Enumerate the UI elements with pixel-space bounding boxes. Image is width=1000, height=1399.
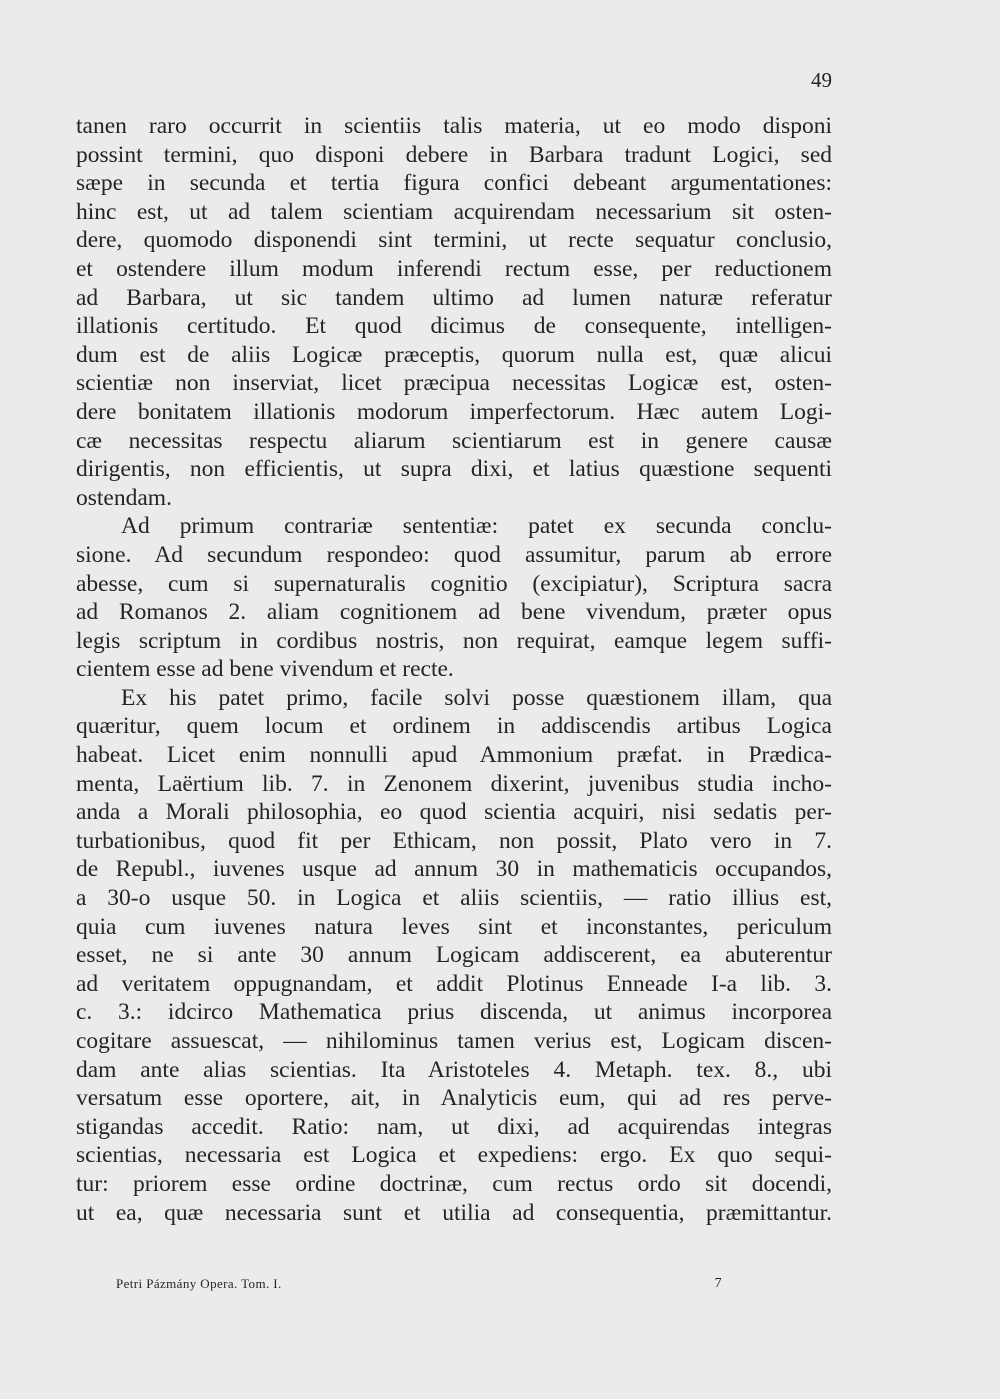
text-line: dere bonitatem illationis modorum imperfectorum. Hæc autem Logi- [76, 398, 832, 425]
text-line: a 30-o usque 50. in Logica et aliis scientiis, — ratio illius est, [76, 885, 832, 912]
text-line: scientias, necessaria est Logica et expediens: ergo. Ex quo sequi- [76, 1142, 832, 1169]
text-line: stigandas accedit. Ratio: nam, ut dixi, ad acquirendas integras [76, 1113, 832, 1140]
text-line: Ad primum contrariæ sententiæ: patet ex secunda conclu- [121, 513, 832, 540]
footer [116, 1276, 722, 1292]
text-line: dum est de aliis Logicæ præceptis, quorum nulla est, quæ alicui [76, 341, 832, 368]
text-line: Ex his patet primo, facile solvi posse quæstionem illam, qua [121, 684, 832, 711]
text-line: cogitare assuescat, — nihilominus tamen verius est, Logicam discen- [76, 1028, 832, 1054]
text-line: cæ necessitas respectu aliarum scientiarum est in genere causæ [76, 427, 832, 454]
text-line: dirigentis, non efficientis, ut supra dixi, et latius quæstione sequenti [76, 456, 832, 483]
text-line: sæpe in secunda et tertia figura confici debeant argumentationes: [76, 170, 832, 197]
text-line: legis scriptum in cordibus nostris, non requirat, eamque legem suffi- [76, 627, 832, 654]
text-line: abesse, cum si supernaturalis cognitio (excipiatur), Scriptura sacra [76, 570, 832, 597]
text-line: ostendam. [76, 484, 172, 511]
signature-mark: 7 [714, 1276, 722, 1291]
text-line: dere, quomodo disponendi sint termini, ut recte sequatur conclusio, [76, 227, 832, 254]
text-line: illationis certitudo. Et quod dicimus de consequente, intelligen- [76, 313, 832, 340]
text-line: scientiæ non inserviat, licet præcipua necessitas Logicæ est, osten- [76, 370, 832, 397]
text-line: quia cum iuvenes natura leves sint et inconstantes, periculum [76, 913, 832, 940]
body-text [76, 112, 832, 1227]
text-line: esset, ne si ante 30 annum Logicam addiscerent, ea abuterentur [76, 942, 832, 969]
text-line: c. 3.: idcirco Mathematica prius discenda, ut animus incorporea [76, 999, 832, 1026]
text-line: ad Barbara, ut sic tandem ultimo ad lumen naturæ referatur [76, 284, 832, 311]
page-number: 49 [811, 68, 832, 92]
text-line: menta, Laërtium lib. 7. in Zenonem dixerint, juvenibus studia incho- [76, 770, 832, 797]
text-line: possint termini, quo disponi debere in Barbara tradunt Logici, sed [76, 141, 832, 168]
text-line: habeat. Licet enim nonnulli apud Ammonium præfat. in Prædica- [76, 742, 832, 769]
text-line: ad veritatem oppugnandam, et addit Plotinus Enneade I-a lib. 3. [76, 970, 832, 997]
text-line: sione. Ad secundum respondeo: quod assumitur, parum ab errore [76, 541, 832, 568]
footer-title: Petri Pázmány Opera. Tom. I. [116, 1276, 282, 1291]
text-line: anda a Morali philosophia, eo quod scientia acquiri, nisi sedatis per- [76, 799, 832, 826]
text-line: cientem esse ad bene vivendum et recte. [76, 656, 454, 683]
text-line: hinc est, ut ad talem scientiam acquirendam necessarium sit osten- [76, 198, 832, 225]
text-line: quæritur, quem locum et ordinem in addiscendis artibus Logica [76, 713, 832, 740]
text-line: de Republ., iuvenes usque ad annum 30 in mathematicis occupandos, [76, 856, 832, 883]
text-line: versatum esse oportere, ait, in Analyticis eum, qui ad res perve- [76, 1085, 832, 1112]
text-line: et ostendere illum modum inferendi rectum esse, per reductionem [76, 255, 832, 282]
text-line: tur: priorem esse ordine doctrinæ, cum rectus ordo sit docendi, [76, 1170, 832, 1197]
text-line: tanen raro occurrit in scientiis talis materia, ut eo modo disponi [76, 113, 832, 139]
text-line: turbationibus, quod fit per Ethicam, non possit, Plato vero in 7. [76, 827, 832, 854]
text-line: ad Romanos 2. aliam cognitionem ad bene vivendum, præter opus [76, 599, 832, 626]
text-line: ut ea, quæ necessaria sunt et utilia ad consequentia, præmittantur. [76, 1199, 832, 1226]
text-line: dam ante alias scientias. Ita Aristoteles 4. Metaph. tex. 8., ubi [76, 1056, 832, 1083]
